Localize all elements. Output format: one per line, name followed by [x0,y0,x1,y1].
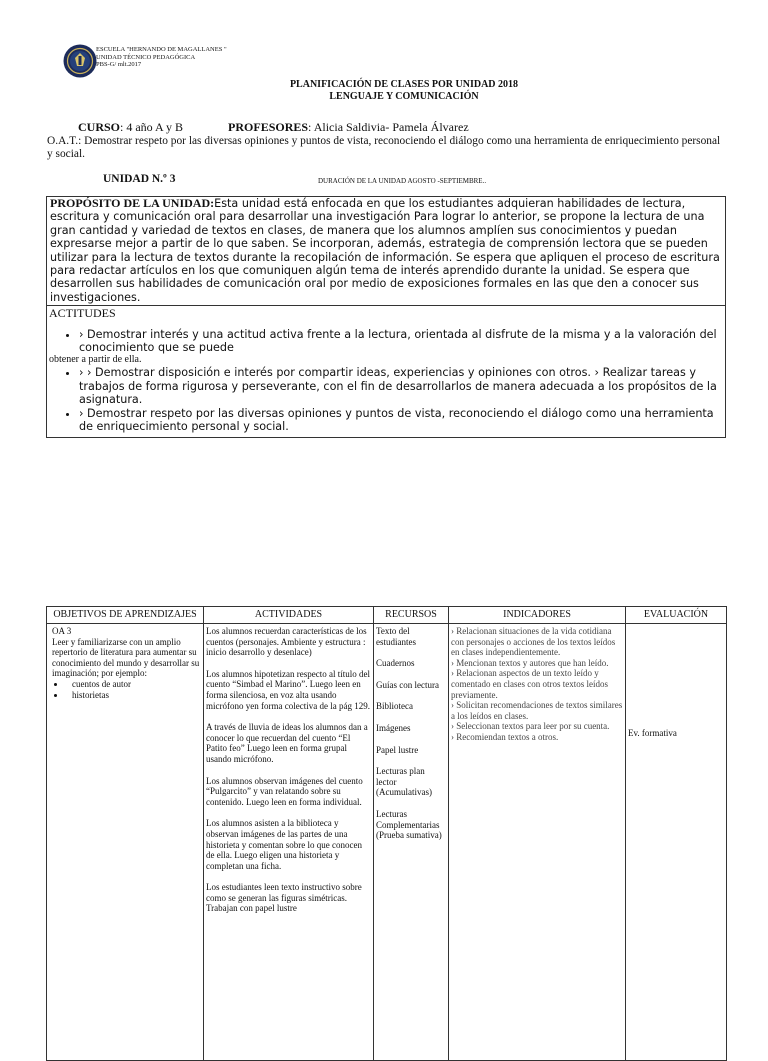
document-subtitle: LENGUAJE Y COMUNICACIÓN [329,91,479,102]
header-objetivos: OBJETIVOS DE APRENDIZAJES [47,607,204,624]
profesores-label: PROFESORES [228,120,309,134]
school-name: ESCUELA "HERNANDO DE MAGALLANES " [96,46,227,53]
header-recursos: RECURSOS [374,607,449,624]
resource-item: Lecturas plan lector (Acumulativas) [376,766,432,798]
resource-item: Papel lustre [376,744,419,755]
oa-example-item: • cuentos de autor [66,679,201,690]
resource-item: Cuadernos [376,658,415,669]
indicator-item: › Recomiendan textos a otros. [451,731,559,742]
header-actividades: ACTIVIDADES [204,607,374,624]
resource-item: Lecturas Complementarias (Prueba sumativa) [376,808,442,841]
attitude-item: • › Demostrar interés y una actitud activa frente a la lectura, orientada al disfrute de la misma y a la valoración del conocimiento que se puede [79,328,723,355]
school-header [96,46,227,69]
oa-code: OA 3 [52,626,72,636]
activity-paragraph: Los alumnos recuerdan características de los cuentos (personajes. Ambiente y estructura : inicio desarrollo y desenlace) [206,626,367,658]
curso-label: CURSO [78,120,121,134]
planning-table [46,606,727,1061]
header-indicadores: INDICADORES [449,607,626,624]
attitude-item: • › › Demostrar disposición e interés por compartir ideas, experiencias y opiniones con otros. › Realizar tareas y trabajos de forma rigurosa y perseverante, con el fin de desarrollarlos de manera adecuada a los propósitos de la asignatura. [79,366,723,406]
purpose-attitudes-box [46,196,726,438]
recursos-cell [374,624,449,1061]
oa-examples [52,679,201,700]
activity-paragraph: A través de lluvia de ideas los alumnos dan a conocer lo que recuerdan del cuento “El Patito feo” Luego leen en forma grupal usando micrófono. [206,722,368,764]
indicator-item: › Seleccionan textos para leer por su cuenta. [451,721,610,732]
table-header-row [47,607,727,624]
attitude-continuation: obtener a partir de ella. [49,354,142,366]
actividades-cell [204,624,374,1061]
attitudes-section [47,306,725,436]
attitude-item: • › Demostrar respeto por las diversas opiniones y puntos de vista, reconociendo el diálogo como una herramienta de enriquecimiento personal y social. [79,407,723,434]
table-row [47,624,727,1061]
activity-paragraph: Los alumnos observan imágenes del cuento “Pulgarcito” y van relatando sobre su contenido. Luego leen en forma individual. [206,775,363,807]
oa-text: Leer y familiarizarse con un amplio repertorio de literatura para aumentar su conocimiento del mundo y desarrollar su imaginación; por ejemplo: [52,636,200,679]
attitudes-list [49,328,723,355]
indicator-item: › Relacionan situaciones de la vida cotidiana con personajes o acciones de los textos leídos en clases independientemente. [451,626,616,658]
course-line [78,120,469,135]
school-code: PBS-G/ mlt.2017 [96,61,142,68]
school-unit: UNIDAD TÉCNICO PEDAGÓGICA [96,53,196,61]
purpose-section [47,197,725,306]
attitudes-list-2 [49,366,723,433]
indicadores-cell [449,624,626,1061]
school-seal-logo [63,44,97,78]
indicator-item: › Mencionan textos y autores que han leído. [451,657,609,668]
activity-paragraph: Los alumnos hipotetizan respecto al título del cuento “Simbad el Marino”. Luego leen en forma silenciosa, en voz alta usando micrófono yen forma colectiva de la pág 129. [206,668,370,711]
resource-item: Texto del estudiantes [376,626,416,647]
resource-item: Guías con lectura [376,679,439,690]
unit-number: UNIDAD N.º 3 [103,173,176,185]
unit-duration: DURACIÓN DE LA UNIDAD AGOSTO -SEPTIEMBRE.. [318,177,487,185]
indicator-item: › Solicitan recomendaciones de textos similares a los leídos en clases. [451,700,623,721]
indicator-item: › Relacionan aspectos de un texto leído y comentado en clases con otros textos leídos previamente. [451,668,608,700]
document-title: PLANIFICACIÓN DE CLASES POR UNIDAD 2018 [289,79,519,90]
purpose-label: PROPÓSITO DE LA UNIDAD: [50,196,215,210]
curso-value: : 4 año A y B [120,120,184,134]
resource-item: Imágenes [376,722,411,733]
purpose-text: Esta unidad está enfocada en que los estudiantes adquieran habilidades de lectura, escritura y comunicación oral para desarrollar una investigación Para lograr lo anterior, se propone la lectura de una gran cantidad y variedad de textos en clases, de manera que los alumnos amplíen sus conocimientos y puedan expresarse mejor a partir de lo que saben. Se incorporan, además, estrategia de comprensión lectora que se pueden utilizar para la lectura de textos durante la recopilación de información. Se espera que apliquen el proceso de escritura para redactar artículos en los que comuniquen algún tema de interés aprendido durante la unidad. Se espera que desarrollen sus habilidades de comunicación oral por medio de exposiciones formales en las que den a conocer sus investigaciones. [50,197,720,304]
evaluacion-cell [626,624,727,1061]
oa-example-item: • historietas [66,690,201,701]
attitudes-label: ACTITUDES [49,306,116,321]
resource-item: Biblioteca [376,701,413,712]
objetivos-cell [47,624,204,1061]
oat-text: O.A.T.: Demostrar respeto por las diversas opiniones y puntos de vista, reconociendo el diálogo como una herramienta de enriquecimiento personal y social. [47,135,721,160]
activity-paragraph: Los alumnos asisten a la biblioteca y observan imágenes de las partes de una historieta y comentan sobre lo que conocen de ella. Luego eligen una historieta y completan una ficha. [206,818,362,871]
header-evaluacion: EVALUACIÓN [626,607,727,624]
activity-paragraph: Los estudiantes leen texto instructivo sobre como se generan las figuras simétricas. Trabajan con papel lustre [206,882,362,914]
evaluation-type: Ev. formativa [628,728,677,738]
profesores-value: : Alicia Saldivia- Pamela Álvarez [308,120,469,134]
